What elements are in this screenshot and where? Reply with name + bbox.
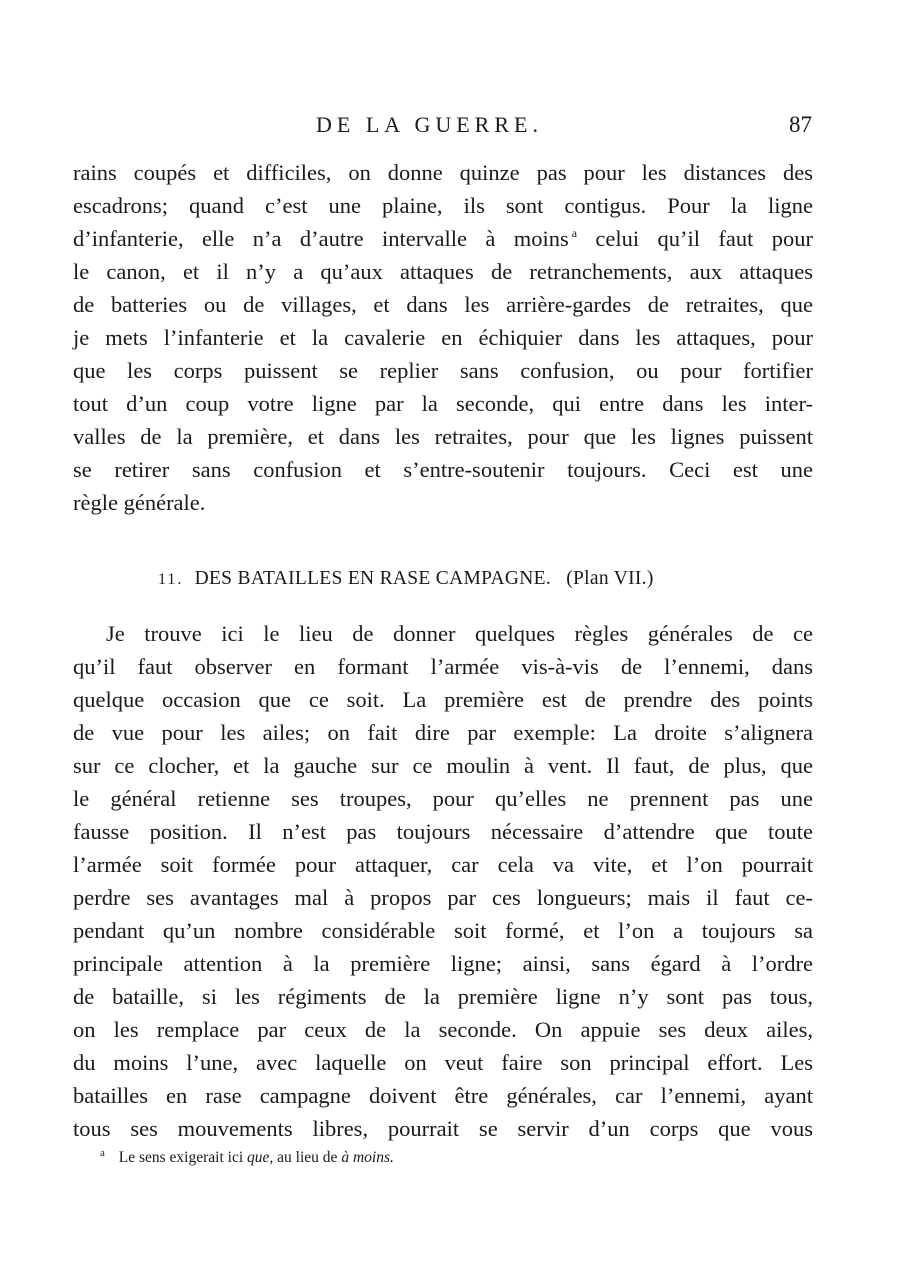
text-line: batailles en rase campagne doivent être générales, car l’ennemi, ayant xyxy=(73,1083,813,1108)
text-line: principale attention à la première ligne; ainsi, sans égard à l’ordre xyxy=(73,951,813,976)
footnote-text: au lieu de xyxy=(277,1149,338,1166)
plan-reference: (Plan VII.) xyxy=(566,568,654,589)
text-line: de batteries ou de villages, et dans les arrière-gardes de retraites, que xyxy=(73,292,813,317)
text-line: je mets l’infanterie et la cavalerie en échiquier dans les attaques, pour xyxy=(73,325,813,350)
footnote-text: Le sens exigerait ici xyxy=(118,1149,244,1166)
text-line: que les corps puissent se replier sans confusion, ou pour fortifier xyxy=(73,358,813,383)
text-line: qu’il faut observer en formant l’armée vis-à-vis de l’ennemi, dans xyxy=(73,654,813,679)
page-number: 87 xyxy=(789,112,812,137)
text-line: Je trouve ici le lieu de donner quelques règles générales de ce xyxy=(106,621,813,646)
footnote xyxy=(100,1147,394,1167)
text-line: tous ses mouvements libres, pourrait se servir d’un corps que vous xyxy=(73,1116,813,1141)
running-title: DE LA GUERRE. xyxy=(316,112,543,137)
text-line: l’armée soit formée pour attaquer, car cela va vite, et l’on pourrait xyxy=(73,852,813,877)
text-line-with-footnote-ref xyxy=(73,222,813,255)
text-line: sur ce clocher, et la gauche sur ce moulin à vent. Il faut, de plus, que xyxy=(73,753,813,778)
text-line: quelque occasion que ce soit. La première est de prendre des points xyxy=(73,687,813,712)
text-line: règle générale. xyxy=(73,490,206,515)
text-line: pendant qu’un nombre considérable soit formé, et l’on a toujours sa xyxy=(73,918,813,943)
paragraph-1 xyxy=(73,156,813,519)
text-line: de vue pour les ailes; on fait dire par exemple: La droite s’alignera xyxy=(73,720,813,745)
text-line: fausse position. Il n’est pas toujours nécessaire d’attendre que toute xyxy=(73,819,813,844)
text-line: de bataille, si les régiments de la première ligne n’y sont pas tous, xyxy=(73,984,813,1009)
text-line: se retirer sans confusion et s’entre-soutenir toujours. Ceci est une xyxy=(73,457,813,482)
text-line: tout d’un coup votre ligne par la seconde, qui entre dans les inter- xyxy=(73,391,813,416)
section-heading xyxy=(158,568,818,590)
running-header xyxy=(0,112,900,142)
text-line: perdre ses avantages mal à propos par ces longueurs; mais il faut ce- xyxy=(73,885,813,910)
section-number: 11. xyxy=(158,571,184,588)
text-line: le général retienne ses troupes, pour qu’elles ne prennent pas une xyxy=(73,786,813,811)
text-line: on les remplace par ceux de la seconde. On appuie ses deux ailes, xyxy=(73,1017,813,1042)
paragraph-2 xyxy=(73,617,813,1145)
text-line: rains coupés et difficiles, on donne quinze pas pour les distances des xyxy=(73,160,813,185)
footnote-mark: a xyxy=(100,1147,105,1159)
footnote-emphasis: que, xyxy=(247,1149,274,1166)
text-line: le canon, et il n’y a qu’aux attaques de retranchements, aux attaques xyxy=(73,259,813,284)
section-title: DES BATAILLES EN RASE CAMPAGNE. xyxy=(194,568,552,589)
text-line: valles de la première, et dans les retraites, pour que les lignes puissent xyxy=(73,424,813,449)
text-line: du moins l’une, avec laquelle on veut faire son principal effort. Les xyxy=(73,1050,813,1075)
text-segment: celui qu’il faut pour xyxy=(595,226,814,251)
text-line: escadrons; quand c’est une plaine, ils sont contigus. Pour la ligne xyxy=(73,193,813,218)
footnote-reference[interactable]: a xyxy=(571,226,578,240)
text-segment: d’infanterie, elle n’a d’autre intervalle à moins xyxy=(73,226,569,251)
footnote-emphasis: à moins. xyxy=(341,1149,394,1166)
